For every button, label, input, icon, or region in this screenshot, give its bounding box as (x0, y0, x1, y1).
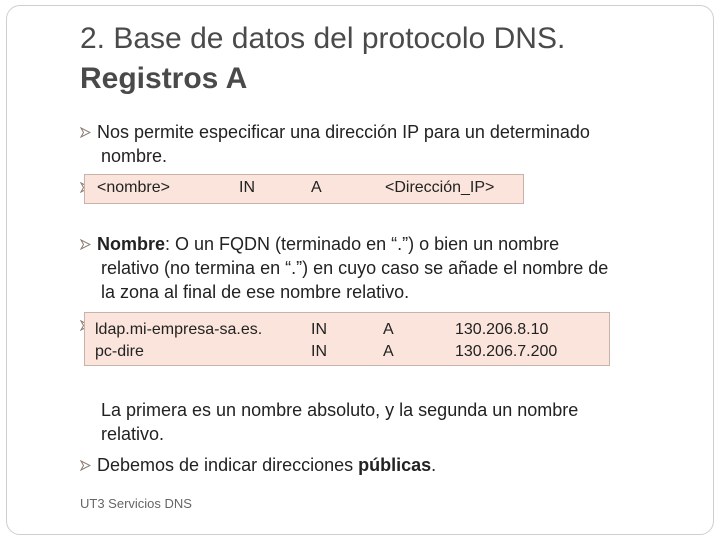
bullet-3-text: Debemos de indicar direcciones (97, 455, 359, 475)
bullet-3 (80, 453, 680, 477)
slide-footer: UT3 Servicios DNS (80, 496, 192, 511)
explanation (80, 398, 680, 446)
slide-title-line1: 2. Base de datos del protocolo DNS. (80, 22, 566, 55)
example-row1-name: ldap.mi-empresa-sa.es. (95, 321, 263, 338)
example-row1-value: 130.206.8.10 (455, 321, 549, 338)
bullet-1 (80, 120, 680, 168)
example-row2-name: pc-dire (95, 343, 144, 360)
explanation-line2: relativo. (101, 424, 165, 444)
example-row2-type: A (383, 343, 394, 360)
bullet-2-line3: la zona al final de ese nombre relativo. (101, 282, 410, 302)
example-row1-type: A (383, 321, 394, 338)
example-row1-class: IN (311, 321, 327, 338)
syntax-name: <nombre> (97, 179, 170, 196)
bullet-2-line1: : O un FQDN (terminado en “.”) o bien un nombre (165, 234, 560, 254)
bullet-3-bold: públicas (358, 455, 432, 475)
syntax-class: IN (239, 179, 255, 196)
bullet-arrow-icon (80, 127, 91, 138)
example-box (84, 312, 610, 366)
example-row2-value: 130.206.7.200 (455, 343, 558, 360)
explanation-line1: La primera es un nombre absoluto, y la segunda un nombre (101, 400, 579, 420)
bullet-2 (80, 232, 680, 304)
bullet-1-line1: Nos permite especificar una dirección IP para un determinado (97, 122, 590, 142)
example-row2-class: IN (311, 343, 327, 360)
bullet-3-end: . (431, 455, 437, 475)
syntax-box (84, 174, 524, 204)
bullet-2-bold: Nombre (97, 234, 166, 254)
bullet-2-line2: relativo (no termina en “.”) en cuyo caso se añade el nombre de (101, 258, 609, 278)
bullet-arrow-icon (80, 460, 91, 471)
syntax-type: A (311, 179, 322, 196)
bullet-1-line2: nombre. (101, 146, 168, 166)
syntax-value: <Dirección_IP> (385, 179, 495, 196)
slide-title-line2: Registros A (80, 62, 248, 95)
bullet-arrow-icon (80, 239, 91, 250)
